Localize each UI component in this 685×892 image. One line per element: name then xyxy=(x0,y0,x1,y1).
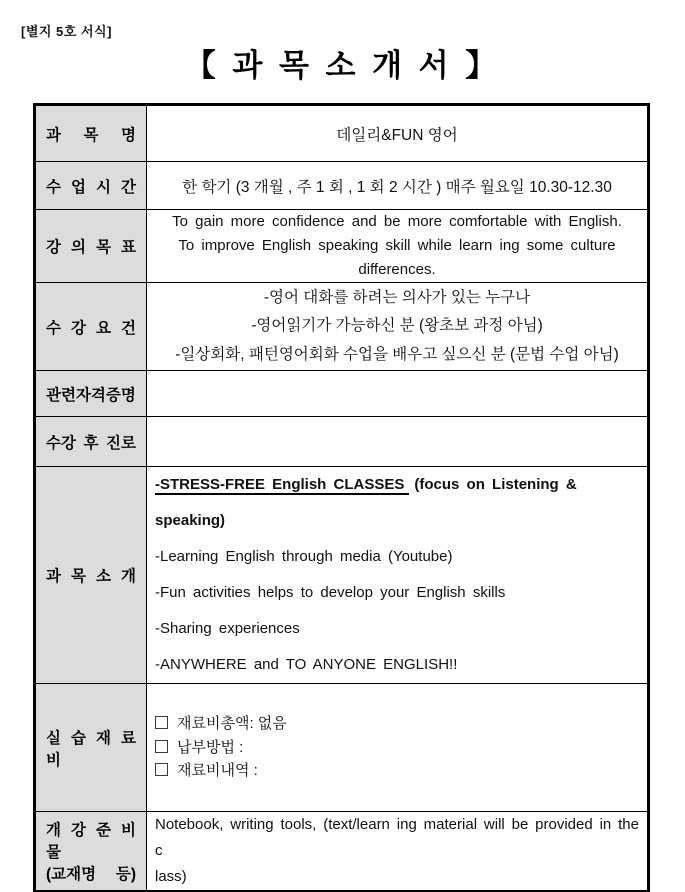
materials-line: Notebook, writing tools, (text/learn ing material will be provided in the c xyxy=(155,816,639,859)
page-title: 【 과 목 소 개 서 】 xyxy=(184,48,501,83)
fee-item xyxy=(155,712,639,736)
checkbox-icon xyxy=(155,716,168,729)
row-label-requirements: 수 강 요 건 xyxy=(35,283,147,371)
materials-line: lass) xyxy=(155,868,187,885)
requirement-line: -영어읽기가 가능하신 분 (왕초보 과정 아님) xyxy=(251,317,543,335)
requirement-line: -영어 대화를 하려는 의사가 있는 누구나 xyxy=(263,288,531,306)
course-goal-value xyxy=(147,210,649,283)
row-label-certifications: 관련자격증명 xyxy=(35,371,147,417)
table-row-materials xyxy=(35,812,649,892)
materials-label-line2: (교재명 등) xyxy=(46,866,136,883)
intro-line: -ANYWHERE and TO ANYONE ENGLISH!! xyxy=(155,656,458,673)
fee-item xyxy=(155,759,639,783)
goal-line: To improve English speaking skill while learn ing some culture xyxy=(178,237,616,254)
row-label-material-fees: 실 습 재 료 비 xyxy=(35,684,147,812)
table-row-course-name xyxy=(35,105,649,162)
intro-line: -Sharing experiences xyxy=(155,620,300,637)
table-row-certifications xyxy=(35,371,649,417)
material-fees-value xyxy=(147,684,649,812)
table-row-class-time xyxy=(35,162,649,210)
fee-item-label: 납부방법 : xyxy=(177,738,244,756)
checkbox-icon xyxy=(155,740,168,753)
fee-item-label: 재료비내역 : xyxy=(177,762,258,780)
row-label-course-goal: 강 의 목 표 xyxy=(35,210,147,283)
row-label-materials xyxy=(35,812,147,892)
requirements-value xyxy=(147,283,649,371)
table-row-course-intro xyxy=(35,467,649,684)
goal-line: differences. xyxy=(358,261,436,278)
table-row-material-fees xyxy=(35,684,649,812)
intro-headline-rest: (focus on Listening & speaking) xyxy=(155,476,577,529)
requirement-line: -일상회화, 패턴영어회화 수업을 배우고 싶으신 분 (문법 수업 아님) xyxy=(175,345,619,363)
goal-line: To gain more confidence and be more comfortable with English. xyxy=(172,213,622,230)
form-number-tag: [별지 5호 서식] xyxy=(21,24,112,39)
row-label-course-name: 과 목 명 xyxy=(35,105,147,162)
row-label-course-intro: 과 목 소 개 xyxy=(35,467,147,684)
row-label-class-time: 수 업 시 간 xyxy=(35,162,147,210)
row-label-career-after: 수강 후 진로 xyxy=(35,417,147,467)
fee-item xyxy=(155,736,639,760)
table-row-course-goal xyxy=(35,210,649,283)
intro-headline-underlined: -STRESS-FREE English CLASSES xyxy=(155,476,409,495)
table-row-career-after xyxy=(35,417,649,467)
course-name-value: 데일리&FUN 영어 xyxy=(147,105,649,162)
materials-label-line1: 개 강 준 비 물 xyxy=(46,822,136,861)
materials-value xyxy=(147,812,649,892)
course-intro-table xyxy=(33,103,650,892)
career-after-value xyxy=(147,417,649,467)
intro-headline xyxy=(155,467,639,539)
checkbox-icon xyxy=(155,763,168,776)
class-time-value: 한 학기 (3 개월 , 주 1 회 , 1 회 2 시간 ) 매주 월요일 10.30-12.30 xyxy=(147,162,649,210)
fee-item-label: 재료비총액: 없음 xyxy=(177,715,287,733)
intro-line: -Fun activities helps to develop your English skills xyxy=(155,584,506,601)
table-row-requirements xyxy=(35,283,649,371)
course-intro-value xyxy=(147,467,649,684)
certifications-value xyxy=(147,371,649,417)
intro-line: -Learning English through media (Youtube) xyxy=(155,548,453,565)
